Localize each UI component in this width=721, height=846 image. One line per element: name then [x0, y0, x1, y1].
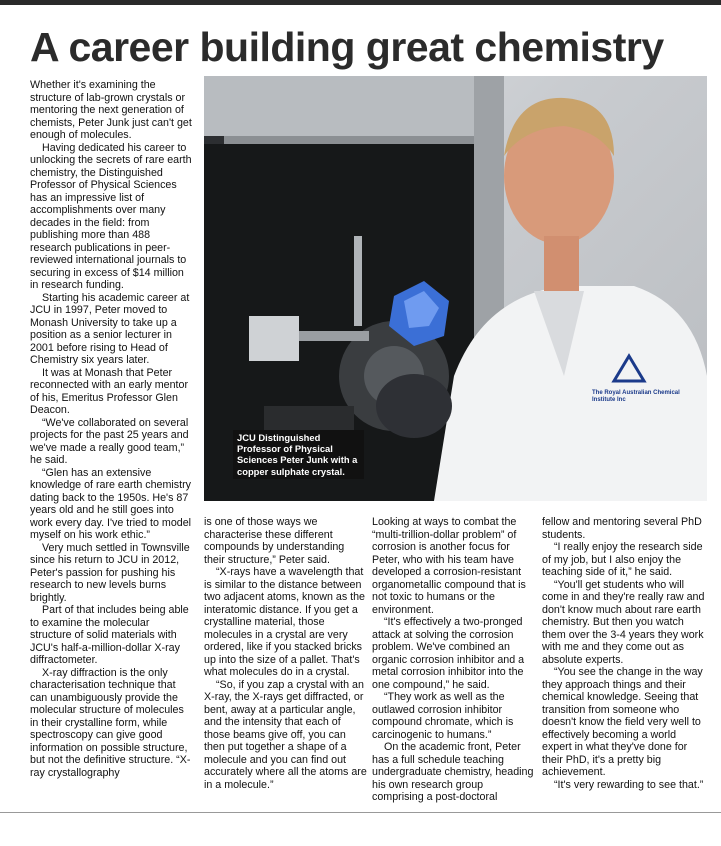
paragraph: Having dedicated his career to unlocking the secrets of rare earth chemistry, the Distinguished Professor of Physical Sciences has an impressive list of accomplishments over many decades in the field: from publishing more than 488 research publications in peer-reviewed international journals to securing in excess of $14 million in research funding.	[30, 141, 192, 291]
article-column-3	[372, 516, 535, 804]
paragraph: “It's effectively a two-pronged attack at solving the corrosion problem. We've combined an organic corrosion inhibitor and a metal corrosion inhibitor into the one compound,” he said.	[372, 616, 525, 691]
paragraph: Whether it's examining the structure of lab-grown crystals or mentoring the next generation of chemists, Peter Junk just can't get enough of molecules.	[30, 79, 192, 141]
enclosure-rail	[224, 136, 484, 144]
paragraph: fellow and mentoring several PhD students.	[542, 516, 702, 541]
sample-mount	[354, 236, 362, 326]
paragraph: Looking at ways to combat the “multi-trillion-dollar problem” of corrosion is another focus for Peter, who with his team have developed a corrosion-resistant organometallic compound that is not toxic to humans or the environment.	[372, 516, 526, 616]
paragraph: “They work as well as the outlawed corrosion inhibitor compound chromate, which is carcinogenic to humans.”	[372, 691, 514, 741]
paragraph: “I really enjoy the research side of my job, but I also enjoy the teaching side of it,” he said.	[542, 541, 703, 578]
paragraph: “You see the change in the way they approach things and their chemical knowledge. Seeing that transition from someone who doesn't know the field very well to effectively becoming a world expert in what they've done for their PhD, it's a pretty big achievement.	[542, 666, 703, 778]
article-column-1	[30, 79, 193, 779]
article-column-4	[542, 516, 707, 791]
paragraph: “You'll get students who will come in and they're really raw and don't know much about rare earth chemistry. But then you watch them over the 3-4 years they work with me and they come out as absolute experts.	[542, 578, 705, 666]
x-ray-source	[249, 316, 299, 361]
bottom-rule	[0, 812, 721, 813]
paragraph: Part of that includes being able to examine the molecular structure of solid materials with JCU's half-a-million-dollar X-ray diffractometer.	[30, 604, 189, 666]
paragraph: Starting his academic career at JCU in 1997, Peter moved to Monash University to take up a position as a senior lecturer in 2001 before rising to Head of Chemistry six years later.	[30, 291, 190, 366]
paragraph: “Glen has an extensive knowledge of rare earth chemistry dating back to the 1950s. He's 87 years old and he still goes into work every day. I've tried to model myself on his work ethic.”	[30, 466, 192, 541]
paragraph: “We've collaborated on several projects for the past 25 years and we've made a really good team,” he said.	[30, 416, 189, 466]
paragraph: “X-rays have a wavelength that is similar to the distance between two adjacent atoms, known as the interatomic distance. If you get a crystalline material, those molecules in a crystal are very ordered, like if you stacked bricks up into the size of a pallet. That's what molecules do in a crystal.	[204, 566, 365, 678]
photo-caption: JCU Distinguished Professor of Physical Sciences Peter Junk with a copper sulphate crystal.	[233, 430, 364, 479]
paragraph: It was at Monash that Peter reconnected with an early mentor of his, Emeritus Professor Glen Deacon.	[30, 366, 189, 416]
top-rule	[0, 0, 721, 5]
paragraph: On the academic front, Peter has a full schedule teaching undergraduate chemistry, heading his own research group comprising a post-doctoral	[372, 741, 534, 803]
paragraph: “So, if you zap a crystal with an X-ray, the X-rays get diffracted, or bent, away at a particular angle, and the intensity that each of those beams give off, you can then put together a shape of a molecule and you can find out accurately where all the atoms are in a molecule.”	[204, 678, 367, 791]
gloved-hand	[376, 374, 452, 438]
paragraph: is one of those ways we characterise these different compounds by understanding their structure,” Peter said.	[204, 516, 345, 566]
paragraph: Very much settled in Townsville since his return to JCU in 2012, Peter's passion for pushing his research to new levels burns brightly.	[30, 541, 190, 604]
headline: A career building great chemistry	[30, 24, 664, 70]
collimator	[299, 331, 369, 341]
article-column-2	[204, 516, 367, 791]
paragraph: “It's very rewarding to see that.”	[554, 778, 704, 791]
paragraph: X-ray diffraction is the only characterisation technique that can unambiguously provide the molecular structure of molecules in their crystalline form, while spectroscopy can give good information on possible structure, but not the definitive structure. “X-ray crystallography	[30, 666, 191, 779]
neck	[544, 236, 579, 291]
enclosure-top	[204, 76, 504, 136]
coat-logo-text: The Royal Australian Chemical Institute Inc	[592, 390, 680, 403]
